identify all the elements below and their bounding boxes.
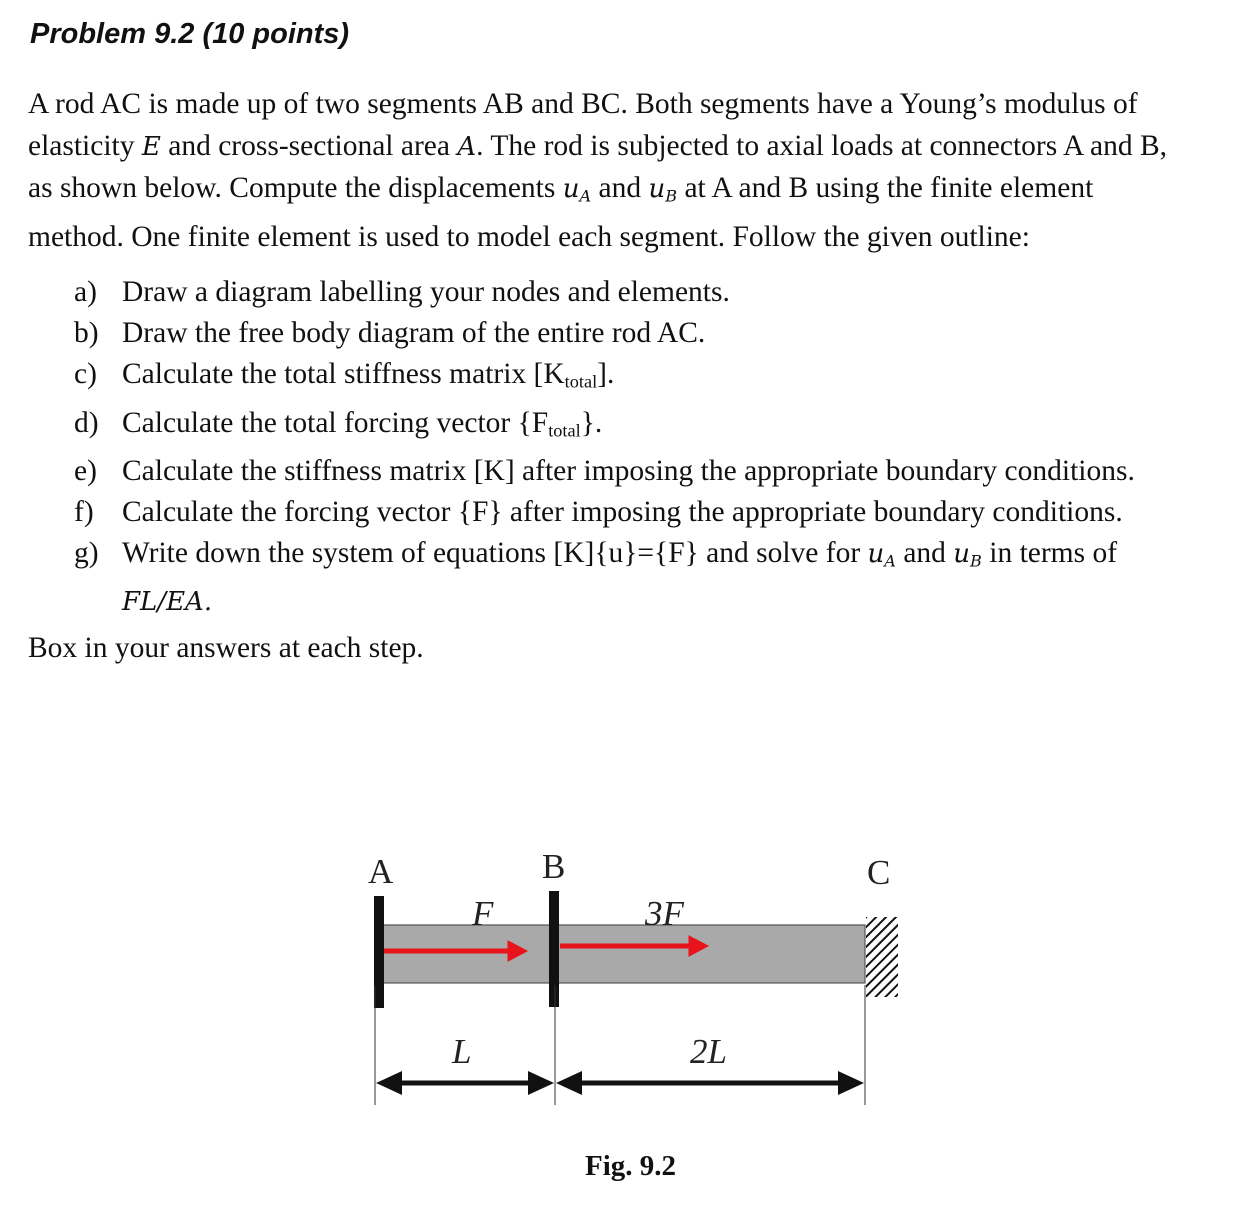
- problem-title: Problem 9.2 (10 points): [30, 18, 350, 50]
- step-marker: d): [74, 406, 99, 439]
- step-g-continuation: FL/EA.: [122, 586, 213, 617]
- text-span: as shown below. Compute the displacements: [28, 172, 563, 204]
- text-span: and: [591, 172, 649, 204]
- subscript-total: total: [548, 420, 581, 441]
- step-text: Draw the free body diagram of the entire rod AC.: [122, 317, 706, 349]
- step-text: Calculate the stiffness matrix [K] after imposing the appropriate boundary conditions.: [122, 455, 1135, 488]
- text-span: }.: [580, 406, 603, 439]
- label-node-A: A: [368, 852, 394, 891]
- symbol-u: u: [562, 174, 580, 204]
- step-marker: b): [74, 317, 99, 349]
- step-text: Draw a diagram labelling your nodes and elements.: [122, 276, 730, 308]
- wall-support-hatch: [866, 917, 898, 997]
- rod-segment-bc: [556, 925, 865, 983]
- step-marker: a): [74, 276, 97, 308]
- connector-B: [549, 891, 559, 1007]
- statement-line-1: A rod AC is made up of two segments AB and BC. Both segments have a Young’s modulus of: [28, 88, 1138, 120]
- text-span: Calculate the total stiffness matrix [K: [122, 358, 565, 390]
- label-node-C: C: [867, 853, 891, 892]
- step-marker: e): [74, 455, 97, 488]
- text-span: and: [895, 537, 954, 570]
- text-span: and cross-sectional area: [160, 129, 458, 162]
- text-span: elasticity: [28, 129, 142, 162]
- text-span: Calculate the total forcing vector {F: [122, 406, 549, 439]
- symbol-u: u: [953, 539, 971, 570]
- text-span: ].: [597, 358, 615, 390]
- text-span: . The rod is subjected to axial loads at connectors A and B,: [476, 129, 1168, 162]
- symbol-A: A: [457, 131, 477, 162]
- dimension-label-L: L: [452, 1032, 472, 1071]
- symbol-E: E: [141, 131, 161, 162]
- symbol-u: u: [867, 539, 885, 570]
- force-label-F: F: [472, 894, 494, 933]
- force-label-3F: 3F: [645, 894, 684, 933]
- label-node-B: B: [542, 847, 566, 886]
- step-marker: f): [74, 496, 94, 529]
- box-answers-note: Box in your answers at each step.: [28, 632, 424, 664]
- subscript-B: B: [970, 551, 982, 571]
- figure-caption: Fig. 9.2: [585, 1150, 677, 1182]
- statement-line-4: method. One finite element is used to model each segment. Follow the given outline:: [28, 221, 1030, 253]
- dimension-label-2L: 2L: [690, 1032, 727, 1071]
- subscript-B: B: [665, 186, 678, 206]
- subscript-total: total: [564, 371, 598, 392]
- step-text: Calculate the forcing vector {F} after imposing the appropriate boundary conditions.: [122, 496, 1123, 529]
- dimension-arrow-bc: [556, 1071, 864, 1095]
- text-span: Write down the system of equations [K]{u}={F} and solve for: [122, 537, 868, 570]
- step-marker: c): [74, 358, 97, 390]
- subscript-A: A: [579, 186, 592, 206]
- rod-segment-ab: [381, 925, 553, 983]
- text-span: in terms of: [981, 537, 1118, 570]
- text-span: at A and B using the finite element: [677, 172, 1094, 204]
- dimension-arrow-ab: [376, 1071, 554, 1095]
- step-marker: g): [74, 537, 99, 570]
- subscript-A: A: [884, 551, 896, 571]
- symbol-u: u: [648, 174, 666, 204]
